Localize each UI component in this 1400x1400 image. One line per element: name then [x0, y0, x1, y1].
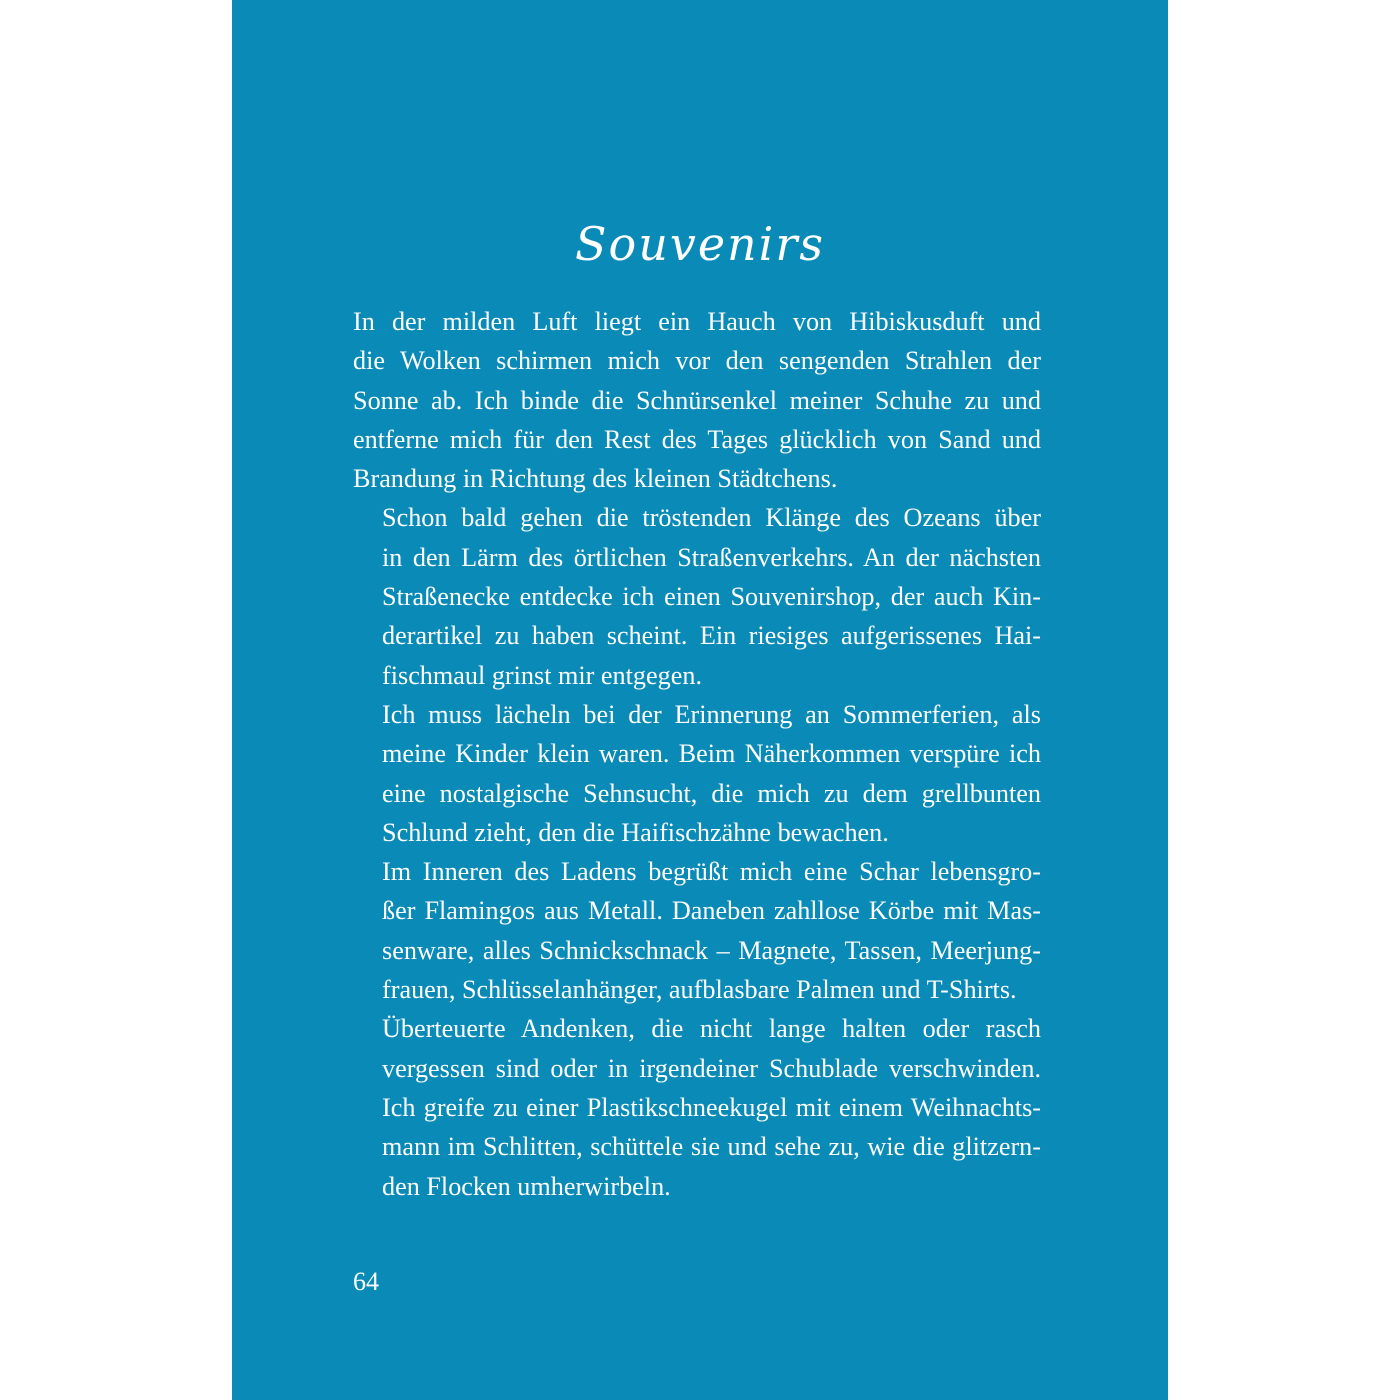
paragraph-1	[353, 302, 1041, 498]
text-line: den Flocken umherwirbeln.	[382, 1171, 671, 1201]
text-line: entferne mich für den Rest des Tages glücklich von Sand und	[353, 424, 1041, 454]
text-line: fischmaul grinst mir entgegen.	[382, 660, 702, 690]
text-line: derartikel zu haben scheint. Ein riesiges aufgerissenes Hai-	[382, 621, 1041, 651]
text-line: Überteuerte Andenken, die nicht lange halten oder rasch	[382, 1014, 1041, 1044]
paragraph-2	[353, 498, 1041, 694]
text-line: Brandung in Richtung des kleinen Städtchens.	[353, 464, 838, 494]
paragraph-3	[353, 695, 1041, 852]
paragraph-5	[353, 1009, 1041, 1205]
text-line: frauen, Schlüsselanhänger, aufblasbare Palmen und T-Shirts.	[382, 975, 1017, 1005]
text-line: Ich greife zu einer Plastikschneekugel mit einem Weihnachts-	[382, 1092, 1041, 1122]
paragraph-4	[353, 852, 1041, 1009]
text-line: in den Lärm des örtlichen Straßenverkehrs. An der nächsten	[382, 542, 1041, 572]
text-line: In der milden Luft liegt ein Hauch von Hibiskusduft und	[353, 307, 1041, 336]
text-line: die Wolken schirmen mich vor den sengenden Strahlen der	[353, 346, 1041, 376]
text-line: eine nostalgische Sehnsucht, die mich zu dem grellbunten	[382, 778, 1041, 808]
text-line: mann im Schlitten, schüttele sie und sehe zu, wie die glitzern-	[382, 1132, 1041, 1162]
text-line: ßer Flamingos aus Metall. Daneben zahllose Körbe mit Mas-	[382, 896, 1041, 926]
text-line: meine Kinder klein waren. Beim Näherkommen verspüre ich	[382, 739, 1041, 769]
page-number: 64	[353, 1267, 379, 1296]
book-page	[232, 0, 1168, 1400]
chapter-title: Souvenirs	[575, 217, 825, 271]
text-line: Straßenecke entdecke ich einen Souvenirshop, der auch Kin-	[382, 582, 1041, 612]
body-text	[353, 302, 1041, 1206]
text-line: Im Inneren des Ladens begrüßt mich eine Schar lebensgro-	[382, 857, 1041, 887]
text-line: senware, alles Schnickschnack – Magnete, Tassen, Meerjung-	[382, 935, 1041, 965]
text-line: Schon bald gehen die tröstenden Klänge des Ozeans über	[382, 503, 1041, 533]
text-line: Schlund zieht, den die Haifischzähne bewachen.	[382, 817, 889, 847]
text-line: Sonne ab. Ich binde die Schnürsenkel meiner Schuhe zu und	[353, 385, 1041, 415]
text-line: vergessen sind oder in irgendeiner Schublade verschwinden.	[382, 1053, 1041, 1083]
text-line: Ich muss lächeln bei der Erinnerung an Sommerferien, als	[382, 699, 1041, 729]
